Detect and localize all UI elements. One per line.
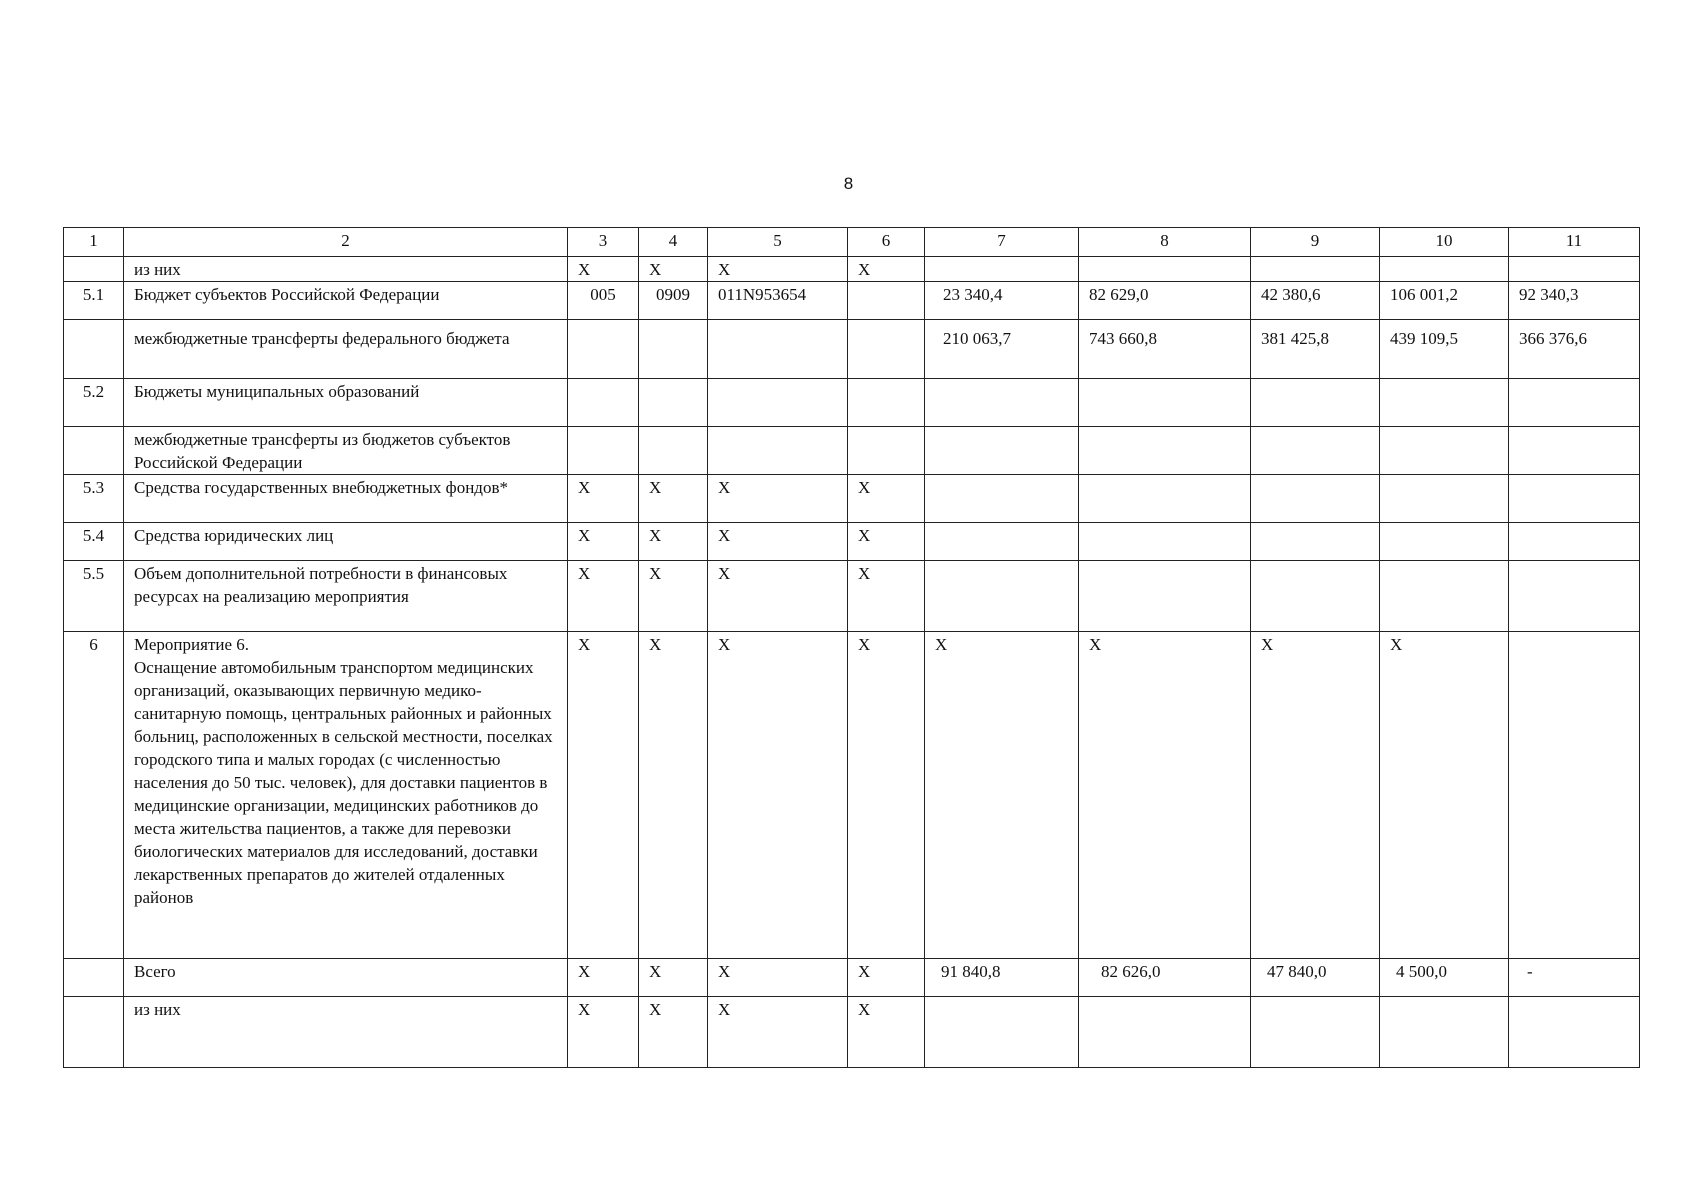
row-name: из них: [124, 257, 568, 282]
cell-col3: X: [568, 561, 639, 632]
cell-col9: 381 425,8: [1251, 320, 1380, 379]
cell-col9: [1251, 997, 1380, 1068]
cell-col4: X: [639, 959, 708, 997]
cell-col8: 743 660,8: [1079, 320, 1251, 379]
row-number: 5.1: [64, 282, 124, 320]
cell-col11: [1509, 997, 1640, 1068]
row-number: [64, 997, 124, 1068]
cell-col5: 011N953654: [708, 282, 848, 320]
row-name: Средства юридических лиц: [124, 523, 568, 561]
cell-col11: 92 340,3: [1509, 282, 1640, 320]
cell-col9: [1251, 427, 1380, 475]
cell-col6: X: [848, 257, 925, 282]
event-description: Оснащение автомобильным транспортом медицинских организаций, оказывающих первичную медико-санитарную помощь, центральных районных и районных больниц, расположенных в сельской местности, поселках городского типа и малых городах (с численностью населения до 50 тыс. человек), для доставки пациентов в медицинские организации, медицинских работников до места жительства пациентов, а также для перевозки биологических материалов для исследований, доставки лекарственных препаратов до жителей отдаленных районов: [134, 658, 553, 907]
event-title: Мероприятие 6.: [134, 635, 250, 654]
cell-col9: 42 380,6: [1251, 282, 1380, 320]
header-cell: 1: [64, 228, 124, 257]
cell-col6: X: [848, 523, 925, 561]
row-number: [64, 257, 124, 282]
table-row: [64, 475, 1640, 523]
cell-col6: X: [848, 959, 925, 997]
cell-col4: X: [639, 475, 708, 523]
row-name: Средства государственных внебюджетных фондов*: [124, 475, 568, 523]
header-cell: 11: [1509, 228, 1640, 257]
cell-col6: [848, 320, 925, 379]
header-cell: 9: [1251, 228, 1380, 257]
header-cell: 6: [848, 228, 925, 257]
budget-table: [63, 227, 1640, 1068]
cell-col5: X: [708, 632, 848, 959]
table-row: [64, 282, 1640, 320]
cell-col11: 366 376,6: [1509, 320, 1640, 379]
table-row: [64, 561, 1640, 632]
cell-col9: X: [1251, 632, 1380, 959]
cell-col5: X: [708, 561, 848, 632]
table-row: [64, 632, 1640, 959]
cell-col8: [1079, 561, 1251, 632]
cell-col3: 005: [568, 282, 639, 320]
cell-col7: [925, 561, 1079, 632]
header-cell: 4: [639, 228, 708, 257]
cell-col6: [848, 427, 925, 475]
cell-col10: [1380, 257, 1509, 282]
row-name: [124, 632, 568, 959]
table-row: [64, 427, 1640, 475]
row-name: Бюджет субъектов Российской Федерации: [124, 282, 568, 320]
row-name: межбюджетные трансферты федерального бюджета: [124, 320, 568, 379]
cell-col3: X: [568, 523, 639, 561]
cell-col3: X: [568, 632, 639, 959]
cell-col4: 0909: [639, 282, 708, 320]
cell-col4: X: [639, 561, 708, 632]
row-number: 5.5: [64, 561, 124, 632]
cell-col8: 82 629,0: [1079, 282, 1251, 320]
cell-col3: X: [568, 959, 639, 997]
cell-col8: [1079, 475, 1251, 523]
header-cell: 8: [1079, 228, 1251, 257]
cell-col3: [568, 427, 639, 475]
header-cell: 2: [124, 228, 568, 257]
row-name: Всего: [124, 959, 568, 997]
cell-col3: X: [568, 257, 639, 282]
row-number: 5.4: [64, 523, 124, 561]
cell-col8: [1079, 427, 1251, 475]
cell-col11: [1509, 427, 1640, 475]
row-name: из них: [124, 997, 568, 1068]
cell-col10: 4 500,0: [1380, 959, 1509, 997]
cell-col11: -: [1509, 959, 1640, 997]
cell-col11: [1509, 561, 1640, 632]
cell-col8: [1079, 257, 1251, 282]
row-number: [64, 320, 124, 379]
cell-col10: 106 001,2: [1380, 282, 1509, 320]
cell-col4: X: [639, 257, 708, 282]
cell-col4: [639, 427, 708, 475]
cell-col5: X: [708, 523, 848, 561]
cell-col10: [1380, 561, 1509, 632]
cell-col6: X: [848, 632, 925, 959]
cell-col10: [1380, 427, 1509, 475]
cell-col7: 210 063,7: [925, 320, 1079, 379]
cell-col8: [1079, 379, 1251, 427]
page-number: 8: [843, 174, 854, 193]
cell-col11: [1509, 523, 1640, 561]
cell-col8: [1079, 523, 1251, 561]
table-row: [64, 379, 1640, 427]
cell-col11: [1509, 632, 1640, 959]
cell-col4: X: [639, 997, 708, 1068]
cell-col8: [1079, 997, 1251, 1068]
cell-col11: [1509, 257, 1640, 282]
cell-col5: X: [708, 997, 848, 1068]
cell-col6: X: [848, 561, 925, 632]
cell-col10: [1380, 475, 1509, 523]
cell-col7: X: [925, 632, 1079, 959]
cell-col8: 82 626,0: [1079, 959, 1251, 997]
cell-col7: [925, 475, 1079, 523]
cell-col7: [925, 257, 1079, 282]
header-cell: 5: [708, 228, 848, 257]
cell-col3: [568, 379, 639, 427]
row-number: 5.3: [64, 475, 124, 523]
cell-col7: [925, 523, 1079, 561]
cell-col9: [1251, 523, 1380, 561]
row-number: 5.2: [64, 379, 124, 427]
table-row: [64, 997, 1640, 1068]
cell-col11: [1509, 475, 1640, 523]
cell-col4: X: [639, 632, 708, 959]
cell-col9: [1251, 561, 1380, 632]
table-row: [64, 523, 1640, 561]
cell-col6: [848, 379, 925, 427]
header-cell: 10: [1380, 228, 1509, 257]
cell-col10: [1380, 997, 1509, 1068]
cell-col9: [1251, 379, 1380, 427]
header-cell: 3: [568, 228, 639, 257]
table-row: [64, 257, 1640, 282]
cell-col7: 23 340,4: [925, 282, 1079, 320]
cell-col7: 91 840,8: [925, 959, 1079, 997]
cell-col3: X: [568, 997, 639, 1068]
cell-col6: [848, 282, 925, 320]
cell-col6: X: [848, 475, 925, 523]
cell-col6: X: [848, 997, 925, 1068]
cell-col5: X: [708, 475, 848, 523]
cell-col7: [925, 427, 1079, 475]
cell-col10: [1380, 379, 1509, 427]
header-cell: 7: [925, 228, 1079, 257]
cell-col7: [925, 379, 1079, 427]
cell-col7: [925, 997, 1079, 1068]
cell-col10: 439 109,5: [1380, 320, 1509, 379]
row-number: 6: [64, 632, 124, 959]
row-number: [64, 959, 124, 997]
cell-col5: X: [708, 959, 848, 997]
cell-col3: X: [568, 475, 639, 523]
cell-col5: X: [708, 257, 848, 282]
cell-col9: [1251, 475, 1380, 523]
row-name: межбюджетные трансферты из бюджетов субъектов Российской Федерации: [124, 427, 568, 475]
cell-col11: [1509, 379, 1640, 427]
cell-col3: [568, 320, 639, 379]
cell-col4: X: [639, 523, 708, 561]
cell-col8: X: [1079, 632, 1251, 959]
table-row: [64, 320, 1640, 379]
table-header-row: [64, 228, 1640, 257]
cell-col4: [639, 379, 708, 427]
cell-col10: X: [1380, 632, 1509, 959]
row-name: Бюджеты муниципальных образований: [124, 379, 568, 427]
cell-col5: [708, 427, 848, 475]
cell-col9: [1251, 257, 1380, 282]
table-row: [64, 959, 1640, 997]
row-name: Объем дополнительной потребности в финансовых ресурсах на реализацию мероприятия: [124, 561, 568, 632]
cell-col10: [1380, 523, 1509, 561]
cell-col5: [708, 320, 848, 379]
cell-col9: 47 840,0: [1251, 959, 1380, 997]
cell-col4: [639, 320, 708, 379]
row-number: [64, 427, 124, 475]
cell-col5: [708, 379, 848, 427]
